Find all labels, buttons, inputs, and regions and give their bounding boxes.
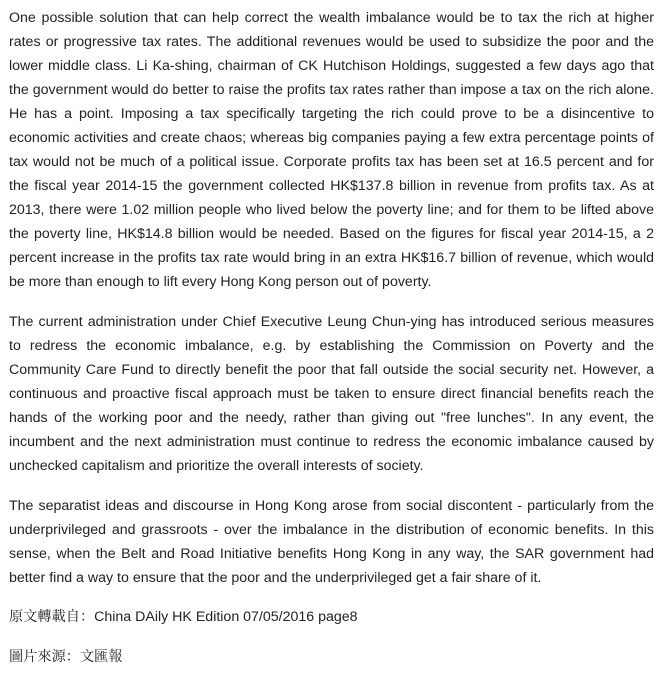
article-paragraph-1: One possible solution that can help correct the wealth imbalance would be to tax the rich at higher rates or progressive tax rates. The additional revenues would be used to subsidize the poor and the lower middle class. Li Ka-shing, chairman of CK Hutchison Holdings, suggested a few days ago that the government would do better to raise the profits tax rates rather than impose a tax on the rich alone. He has a point. Imposing a tax specifically targeting the rich could prove to be a disincentive to economic activities and create chaos; whereas big companies paying a few extra percentage points of tax would not be much of a political issue. Corporate profits tax has been set at 16.5 percent and for the fiscal year 2014-15 the government collected HK$137.8 billion in revenue from profits tax. As at 2013, there were 1.02 million people who lived below the poverty line; and for them to be lifted above the poverty line, HK$14.8 billion would be needed. Based on the figures for fiscal year 2014-15, a 2 percent increase in the profits tax rate would bring in an extra HK$16.7 billion of revenue, which would be more than enough to lift every Hong Kong person out of poverty. [9, 10, 654, 290]
source-attribution: 原文轉載自：China DAily HK Edition 07/05/2016 page8 [9, 609, 358, 625]
article-paragraph-3: The separatist ideas and discourse in Hong Kong arose from social discontent - particularly from the underprivileged and grassroots - over the imbalance in the distribution of economic benefits. In this sense, when the Belt and Road Initiative benefits Hong Kong in any way, the SAR government had better find a way to ensure that the poor and the underprivileged get a fair share of it. [9, 498, 654, 586]
article-body [9, 6, 654, 686]
article-paragraph-2: The current administration under Chief Executive Leung Chun-ying has introduced serious measures to redress the economic imbalance, e.g. by establishing the Commission on Poverty and the Community Care Fund to directly benefit the poor that fall outside the social security net. However, a continuous and proactive fiscal approach must be taken to ensure direct financial benefits reach the hands of the working poor and the needy, rather than giving out "free lunches". In any event, the incumbent and the next administration must continue to redress the economic imbalance caused by unchecked capitalism and prioritize the overall interests of society. [9, 314, 654, 474]
image-credit: 圖片來源：文匯報 [9, 649, 123, 665]
